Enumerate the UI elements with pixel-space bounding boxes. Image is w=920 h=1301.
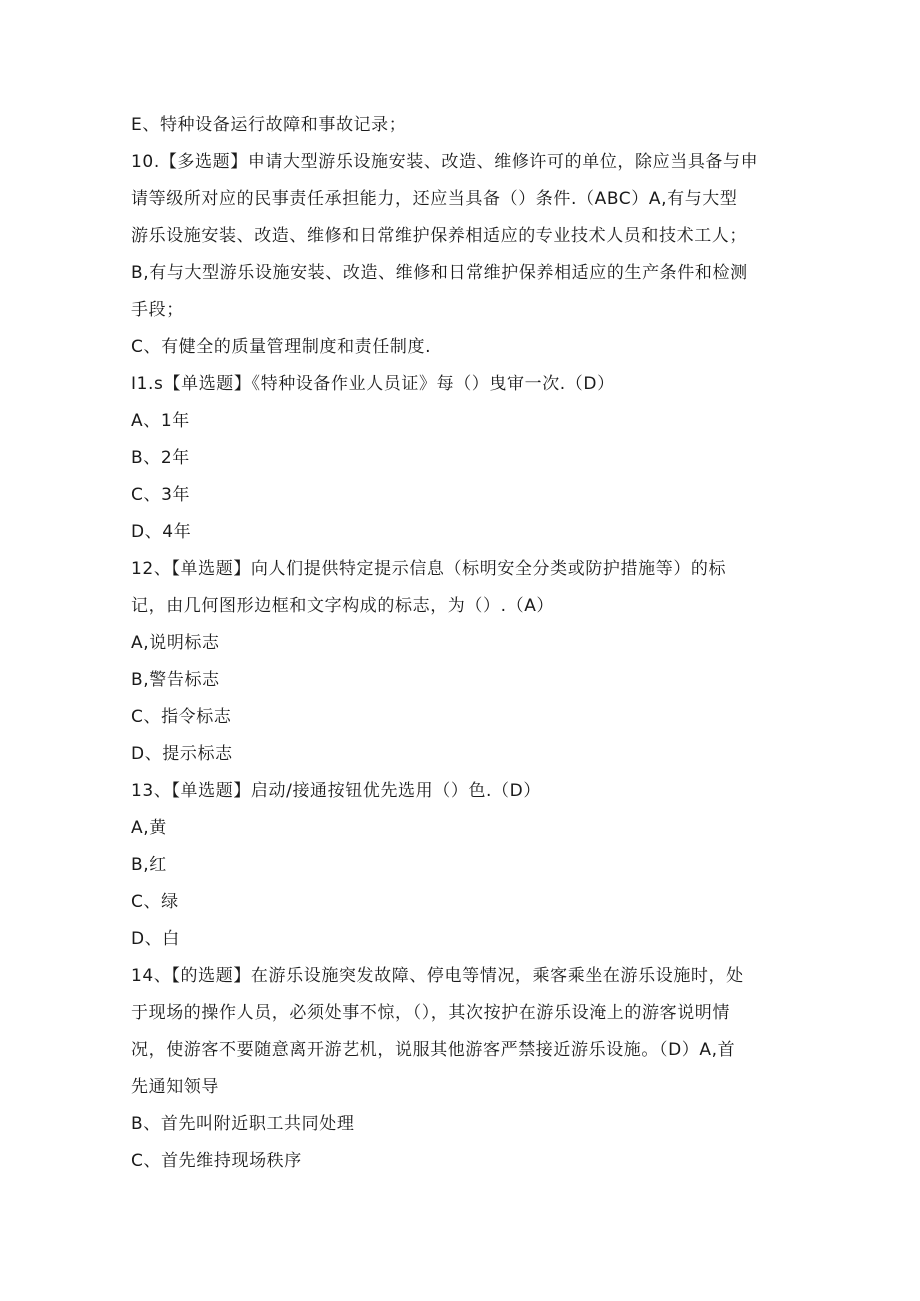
text-line-q12-option-d: D、提示标志 xyxy=(131,744,233,764)
text-line-q11-option-a: A、1年 xyxy=(131,411,190,431)
text-line-q12-option-c: C、指令标志 xyxy=(131,707,232,727)
text-line-q13-option-c: C、绿 xyxy=(131,892,179,912)
text-line-q14-cont: 况，使游客不要随意离开游艺机，说服其他游客严禁接近游乐设施。（D）A,首 xyxy=(131,1040,736,1060)
text-line-q14-cont: 于现场的操作人员，必须处事不惊，（），其次按护在游乐设淹上的游客说明情 xyxy=(131,1003,730,1023)
text-line-q10-cont: 请等级所对应的民事责任承担能力，还应当具备（）条件.（ABC）A,有与大型 xyxy=(131,189,738,209)
text-line-q10-option-b-cont: 手段； xyxy=(131,300,184,320)
text-line-q13-option-b: B,红 xyxy=(131,855,167,875)
text-line-q10: 10.【多选题】申请大型游乐设施安装、改造、维修许可的单位，除应当具备与申 xyxy=(131,152,759,172)
text-line-q13: 13、【单选题】启动/接通按钮优先选用（）色.（D） xyxy=(131,781,541,801)
text-line-q12-option-a: A,说明标志 xyxy=(131,633,220,653)
text-line-q14: 14、【的选题】在游乐设施突发故障、停电等情况，乘客乘坐在游乐设施时，处 xyxy=(131,966,744,986)
text-line-q11-option-d: D、4年 xyxy=(131,522,192,542)
text-line-q10-cont: 游乐设施安装、改造、维修和日常维护保养相适应的专业技术人员和技术工人； xyxy=(131,226,747,246)
text-line-q10-option-c: C、有健全的质量管理制度和责任制度. xyxy=(131,337,432,357)
text-line-q12: 12、【单选题】向人们提供特定提示信息（标明安全分类或防护措施等）的标 xyxy=(131,559,727,579)
text-line-option-e: E、特种设备运行故障和事故记录； xyxy=(131,115,407,135)
text-line-q11-option-b: B、2年 xyxy=(131,448,190,468)
text-line-q11: I1.s【单选题】《特种设备作业人员证》每（）曳审一次.（D） xyxy=(131,374,615,394)
text-line-q14-option-a-cont: 先通知领导 xyxy=(131,1077,219,1097)
text-line-q12-option-b: B,警告标志 xyxy=(131,670,220,690)
text-line-q13-option-a: A,黄 xyxy=(131,818,167,838)
text-line-q14-option-b: B、首先叫附近职工共同处理 xyxy=(131,1114,355,1134)
text-line-q11-option-c: C、3年 xyxy=(131,485,191,505)
text-line-q14-option-c: C、首先维持现场秩序 xyxy=(131,1151,302,1171)
text-line-q12-cont: 记，由几何图形边框和文字构成的标志，为（）.（A） xyxy=(131,596,555,616)
text-line-q10-option-b: B,有与大型游乐设施安装、改造、维修和日常维护保养相适应的生产条件和检测 xyxy=(131,263,748,283)
text-line-q13-option-d: D、白 xyxy=(131,929,180,949)
